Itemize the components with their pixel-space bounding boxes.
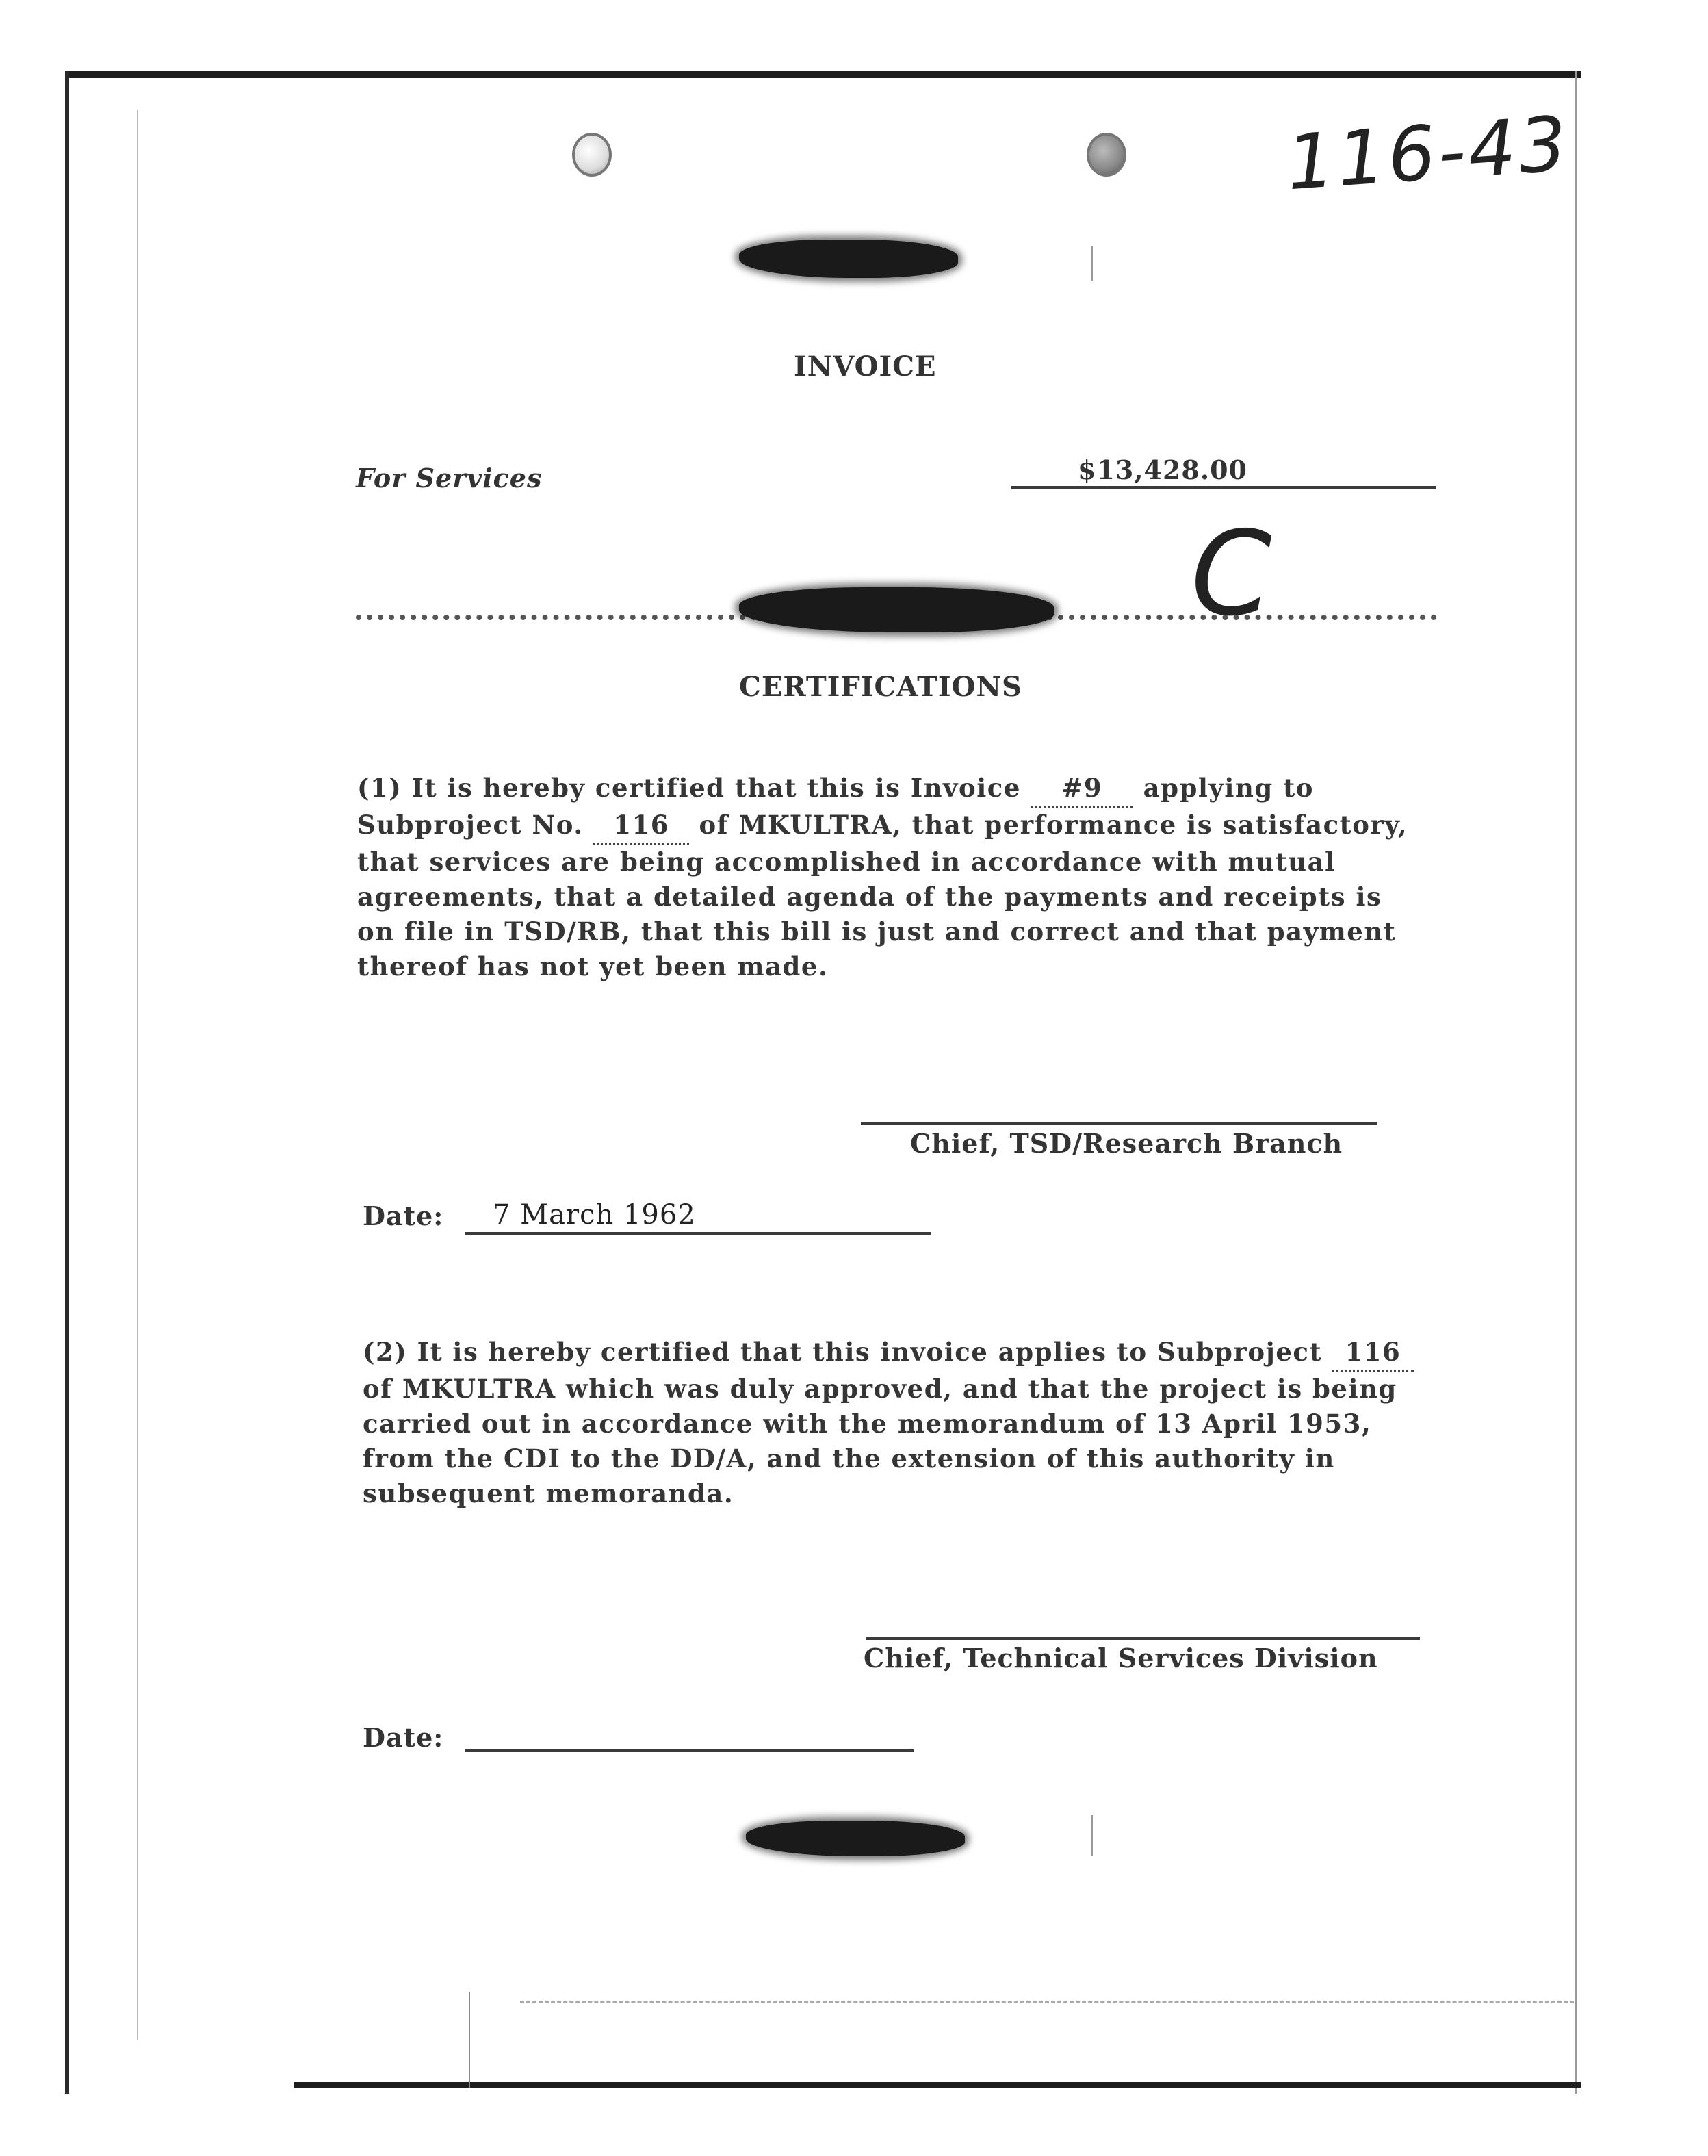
cert1-invoice-number: #9 <box>1031 771 1133 808</box>
redaction-frame-top <box>1091 246 1093 281</box>
cert2-text-2: of MKULTRA which was duly approved, and that the project is being carried out in accordance with the memorandum of 13 April 1953, from the CDI to the DD/A, and the extension of this authority in subsequent memoranda. <box>363 1374 1397 1509</box>
redaction-top <box>739 240 958 278</box>
amount-value: $13,428.00 <box>1078 454 1247 485</box>
certification-1-paragraph <box>357 771 1411 984</box>
punch-hole-left <box>572 133 612 177</box>
top-border <box>65 71 1581 78</box>
cert1-subproject-number: 116 <box>593 808 689 845</box>
date-1-label: Date: <box>363 1201 444 1231</box>
punch-hole-right <box>1087 133 1126 177</box>
for-services-label: For Services <box>356 463 543 493</box>
bottom-faint-rule <box>520 2001 1574 2003</box>
right-border <box>1575 71 1577 2094</box>
redaction-frame-bottom <box>1091 1815 1093 1856</box>
cert1-text-1: (1) It is hereby certified that this is Invoice <box>357 773 1021 803</box>
inner-vertical-rule-2 <box>469 1992 470 2088</box>
cert1-text-3: Subproject No. <box>357 810 584 840</box>
redaction-middle <box>739 587 1054 632</box>
date-2-label: Date: <box>363 1722 444 1753</box>
bottom-border <box>294 2082 1581 2088</box>
date-1-underline <box>465 1232 931 1235</box>
left-border <box>65 71 69 2094</box>
invoice-title: INVOICE <box>794 350 937 383</box>
certifications-title: CERTIFICATIONS <box>739 671 1022 703</box>
cert1-text-2: applying to <box>1143 773 1314 803</box>
handwritten-letter-c: C <box>1191 506 1272 642</box>
date-1-value: 7 March 1962 <box>493 1199 696 1231</box>
cert2-subproject-number: 116 <box>1332 1335 1414 1372</box>
redaction-bottom <box>746 1821 965 1856</box>
signature-1-title: Chief, TSD/Research Branch <box>910 1128 1343 1159</box>
handwritten-file-number: 116-43 <box>1284 99 1573 207</box>
inner-vertical-rule <box>137 110 138 2040</box>
date-2-underline <box>465 1749 914 1752</box>
amount-underline <box>1011 486 1436 489</box>
cert1-text-4: of MKULTRA, that performance is satisfactory, that services are being accomplished in accordance with mutual agreements, that a detailed agenda of the payments and receipts is on file in TSD/RB, that this bill is just and correct and that payment thereof has not yet been made. <box>357 810 1408 981</box>
signature-1-line <box>861 1122 1377 1125</box>
cert2-text-1: (2) It is hereby certified that this invoice applies to Subproject <box>363 1337 1323 1367</box>
signature-2-title: Chief, Technical Services Division <box>864 1643 1378 1673</box>
certification-2-paragraph <box>363 1335 1430 1511</box>
signature-2-line <box>866 1637 1420 1640</box>
